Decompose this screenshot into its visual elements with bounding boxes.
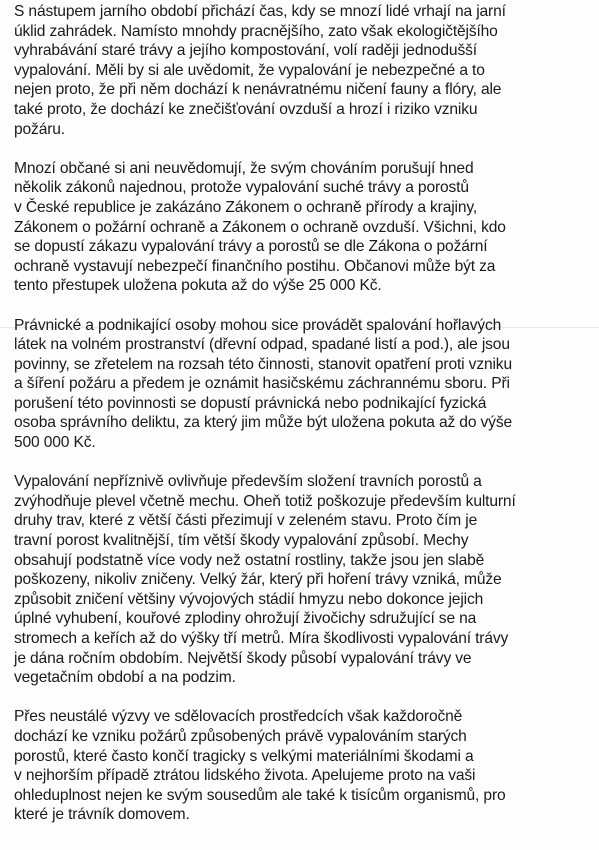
text-line: v nejhorším případě ztrátou lidského života. Apelujeme proto na vaši bbox=[14, 767, 476, 785]
text-line: Právnické a podnikající osoby mohou sice provádět spalování hořlavých bbox=[14, 316, 502, 334]
text-line: způsobit zničení většiny vývojových stádií hmyzu nebo dokonce jejich bbox=[14, 590, 484, 608]
text-line: druhy trav, které z větší části přezimují v zeleném stavu. Proto čím je bbox=[14, 512, 478, 530]
text-line: úplné vyhubení, kouřové zplodiny ohrožují živočichy sdružující se na bbox=[14, 610, 477, 628]
text-line: se dopustí zákazu vypalování trávy a porostů se dle Zákona o požární bbox=[14, 238, 488, 256]
text-line: vyhrabávání staré trávy a jejího kompostování, volí raději jednodušší bbox=[14, 42, 477, 60]
text-line: a šíření požáru a předem je oznámit hasičskému záchrannému sboru. Při bbox=[14, 375, 510, 393]
paragraph bbox=[14, 472, 592, 688]
text-line: poškozeny, nikoliv zničeny. Velký žár, který při hoření trávy vzniká, může bbox=[14, 571, 502, 589]
text-line: porostů, které často končí tragicky s velkými materiálními škodami a bbox=[14, 747, 474, 765]
text-line: zvýhodňuje plevel včetně mechu. Oheň totiž poškozuje především kulturní bbox=[14, 492, 516, 510]
text-line: které je trávník domovem. bbox=[14, 806, 190, 824]
text-line: obsahují podstatně více vody než ostatní rostliny, takže jsou jen slabě bbox=[14, 551, 485, 569]
text-line: Mnozí občané si ani neuvědomují, že svým chováním porušují hned bbox=[14, 159, 474, 177]
text-line: vypalování. Měli by si ale uvědomit, že vypalování je nebezpečné a to bbox=[14, 61, 485, 79]
text-line: travní porost kvalitnější, tím větší škody vypalování způsobí. Mechy bbox=[14, 532, 469, 550]
text-line: Zákonem o požární ochraně a Zákonem o ochraně ovzduší. Všichni, kdo bbox=[14, 218, 506, 236]
text-line: nejen proto, že při něm dochází k nenávratnému ničení fauny a flóry, ale bbox=[14, 81, 502, 99]
text-line: ochraně vystavují nebezpečí finančního postihu. Občanovi může být za bbox=[14, 257, 496, 275]
text-line: dochází ke vzniku požárů způsobených právě vypalováním starých bbox=[14, 727, 467, 745]
text-line: úklid zahrádek. Namísto mnohdy pracnějšího, zato však ekologičtějšího bbox=[14, 22, 498, 40]
text-line: v České republice je zakázáno Zákonem o ochraně přírody a krajiny, bbox=[14, 198, 478, 216]
text-line: požáru. bbox=[14, 120, 65, 138]
text-line: S nástupem jarního období přichází čas, kdy se mnozí lidé vrhají na jarní bbox=[14, 3, 506, 20]
text-line: tento přestupek uložena pokuta až do výše 25 000 Kč. bbox=[14, 277, 382, 295]
paragraph bbox=[14, 316, 592, 453]
text-line: 500 000 Kč. bbox=[14, 434, 96, 452]
text-line: je dána ročním obdobím. Největší škody působí vypalování trávy ve bbox=[14, 649, 472, 667]
text-line: osoba správního deliktu, za který jim může být uložena pokuta až do výše bbox=[14, 414, 512, 432]
paragraph bbox=[14, 2, 592, 139]
text-line: povinny, se zřetelem na rozsah této činnosti, stanovit opatření proti vzniku bbox=[14, 355, 512, 373]
text-line: stromech a keřích až do výšky tří metrů. Míra škodlivosti vypalování trávy bbox=[14, 630, 509, 647]
text-line: několik zákonů najednou, protože vypalování suché trávy a porostů bbox=[14, 179, 469, 197]
text-line: také proto, že dochází ke znečišťování ovzduší a hrozí i riziko vzniku bbox=[14, 100, 478, 118]
text-line: porušení této povinnosti se dopustí právnická nebo podnikající fyzická bbox=[14, 394, 487, 412]
text-line: látek na volném prostranství (dřevní odpad, spadané listí a pod.), ale jsou bbox=[14, 336, 510, 354]
paragraph bbox=[14, 707, 592, 825]
article-body bbox=[14, 2, 592, 845]
text-line: Vypalování nepříznivě ovlivňuje především složení travních porostů a bbox=[14, 473, 482, 491]
text-line: Přes neustálé výzvy ve sdělovacích prostředcích však každoročně bbox=[14, 708, 463, 726]
text-line: vegetačním období a na podzim. bbox=[14, 669, 236, 687]
text-line: ohleduplnost nejen ke svým sousedům ale také k tisícům organismů, pro bbox=[14, 786, 506, 804]
paragraph bbox=[14, 159, 592, 296]
